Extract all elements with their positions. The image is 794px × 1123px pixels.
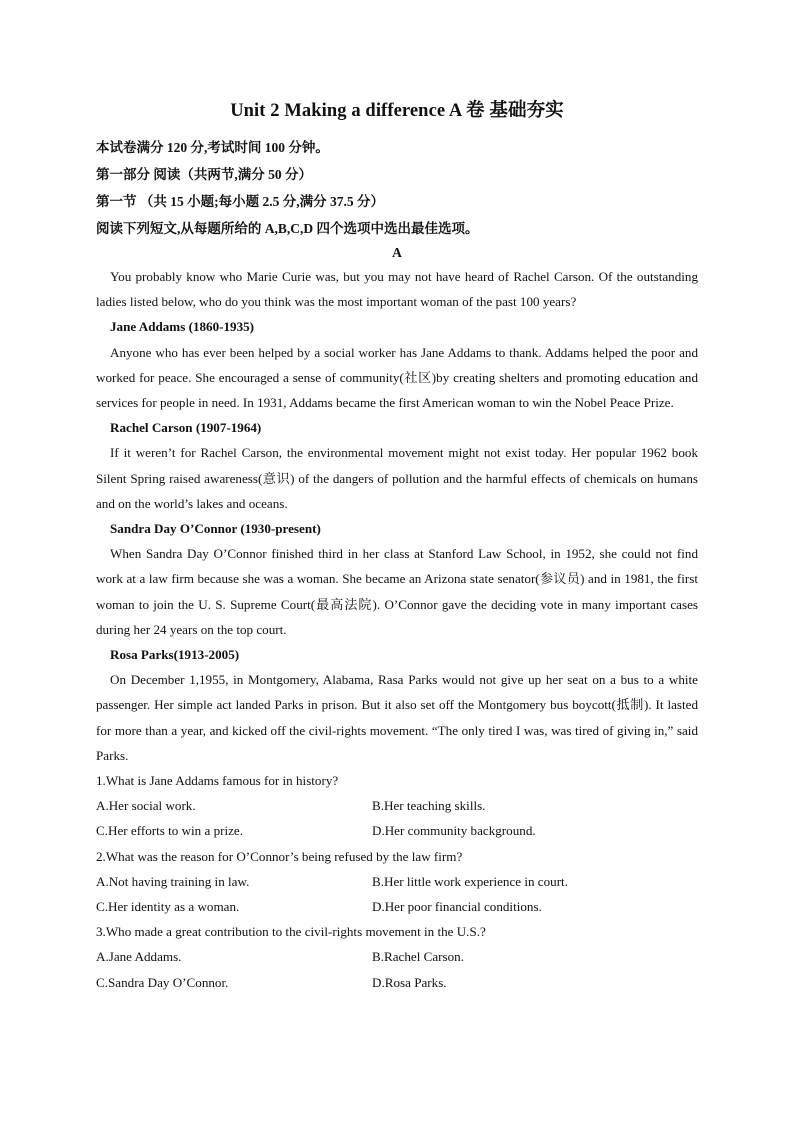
question-3-option-d: D.Rosa Parks. [372, 974, 447, 990]
question-1-option-d: D.Her community background. [372, 823, 536, 839]
bio-heading-carson: Rachel Carson (1907-1964) [110, 420, 262, 436]
question-1-stem: 1.What is Jane Addams famous for in history? [96, 773, 339, 789]
question-3-option-a: A.Jane Addams. [96, 949, 182, 965]
question-1-option-a: A.Her social work. [96, 798, 196, 814]
passage-label: A [392, 245, 402, 260]
question-1-option-b: B.Her teaching skills. [372, 798, 486, 814]
passage-body [96, 264, 698, 995]
question-2-options-row-1 [96, 869, 698, 894]
reading-instruction-line: 阅读下列短文,从每题所给的 A,B,C,D 四个选项中选出最佳选项。 [96, 221, 479, 236]
question-1-options-row-2 [96, 818, 698, 843]
question-2-option-b: B.Her little work experience in court. [372, 873, 568, 889]
page-title: Unit 2 Making a difference A 卷 基础夯实 [230, 101, 564, 121]
question-2-options-row-2 [96, 894, 698, 919]
question-2-option-c: C.Her identity as a woman. [96, 899, 240, 915]
bio-text-addams: Anyone who has ever been helped by a social worker has Jane Addams to thank. Addams helped the poor and worked for peace. She encouraged a sense of community(社区)by creating shelters and promoting education and services for people in need. In 1931, Addams became the first American woman to win the Nobel Peace Prize. [96, 344, 698, 411]
question-2-option-d: D.Her poor financial conditions. [372, 899, 542, 915]
question-1-options-row-1 [96, 793, 698, 818]
section-one-line: 第一节 （共 15 小题;每小题 2.5 分,满分 37.5 分） [96, 194, 384, 209]
question-3-options-row-1 [96, 944, 698, 969]
bio-heading-addams: Jane Addams (1860-1935) [110, 319, 255, 335]
question-2-option-a: A.Not having training in law. [96, 873, 250, 889]
exam-instructions [96, 134, 698, 242]
bio-text-oconnor: When Sandra Day O’Connor finished third in her class at Stanford Law School, in 1952, she could not find work at a law firm because she was a woman. She became an Arizona state senator(参议员) and in 1981, the first woman to join the U. S. Supreme Court(最高法院). O’Connor gave the deciding vote in many important cases during her 24 years on the top court. [96, 546, 698, 637]
bio-text-parks: On December 1,1955, in Montgomery, Alabama, Rasa Parks would not give up her seat on a bus to a white passenger. Her simple act landed Parks in prison. But it also set off the Montgomery bus boycott(抵制). It lasted for more than a year, and kicked off the civil-rights movement. “The only tired I was, was tired of giving in,” said Parks. [96, 672, 698, 763]
question-2-stem: 2.What was the reason for O’Connor’s being refused by the law firm? [96, 848, 463, 864]
score-time-line: 本试卷满分 120 分,考试时间 100 分钟。 [96, 140, 329, 155]
bio-heading-parks: Rosa Parks(1913-2005) [110, 647, 240, 663]
bio-text-carson: If it weren’t for Rachel Carson, the environmental movement might not exist today. Her popular 1962 book Silent Spring raised awareness(意识) of the dangers of pollution and the harmful effects of chemicals on humans and on the world’s lakes and oceans. [96, 445, 698, 511]
question-1-option-c: C.Her efforts to win a prize. [96, 823, 244, 839]
question-3-option-c: C.Sandra Day O’Connor. [96, 974, 229, 990]
question-3-option-b: B.Rachel Carson. [372, 949, 465, 965]
question-3-options-row-2 [96, 970, 698, 995]
part-one-line: 第一部分 阅读（共两节,满分 50 分） [96, 167, 312, 182]
passage-intro: You probably know who Marie Curie was, but you may not have heard of Rachel Carson. Of the outstanding ladies listed below, who do you think was the most important woman of the past 100 years? [96, 269, 698, 310]
question-3-stem: 3.Who made a great contribution to the civil-rights movement in the U.S.? [96, 924, 486, 940]
bio-heading-oconnor: Sandra Day O’Connor (1930-present) [110, 521, 321, 537]
